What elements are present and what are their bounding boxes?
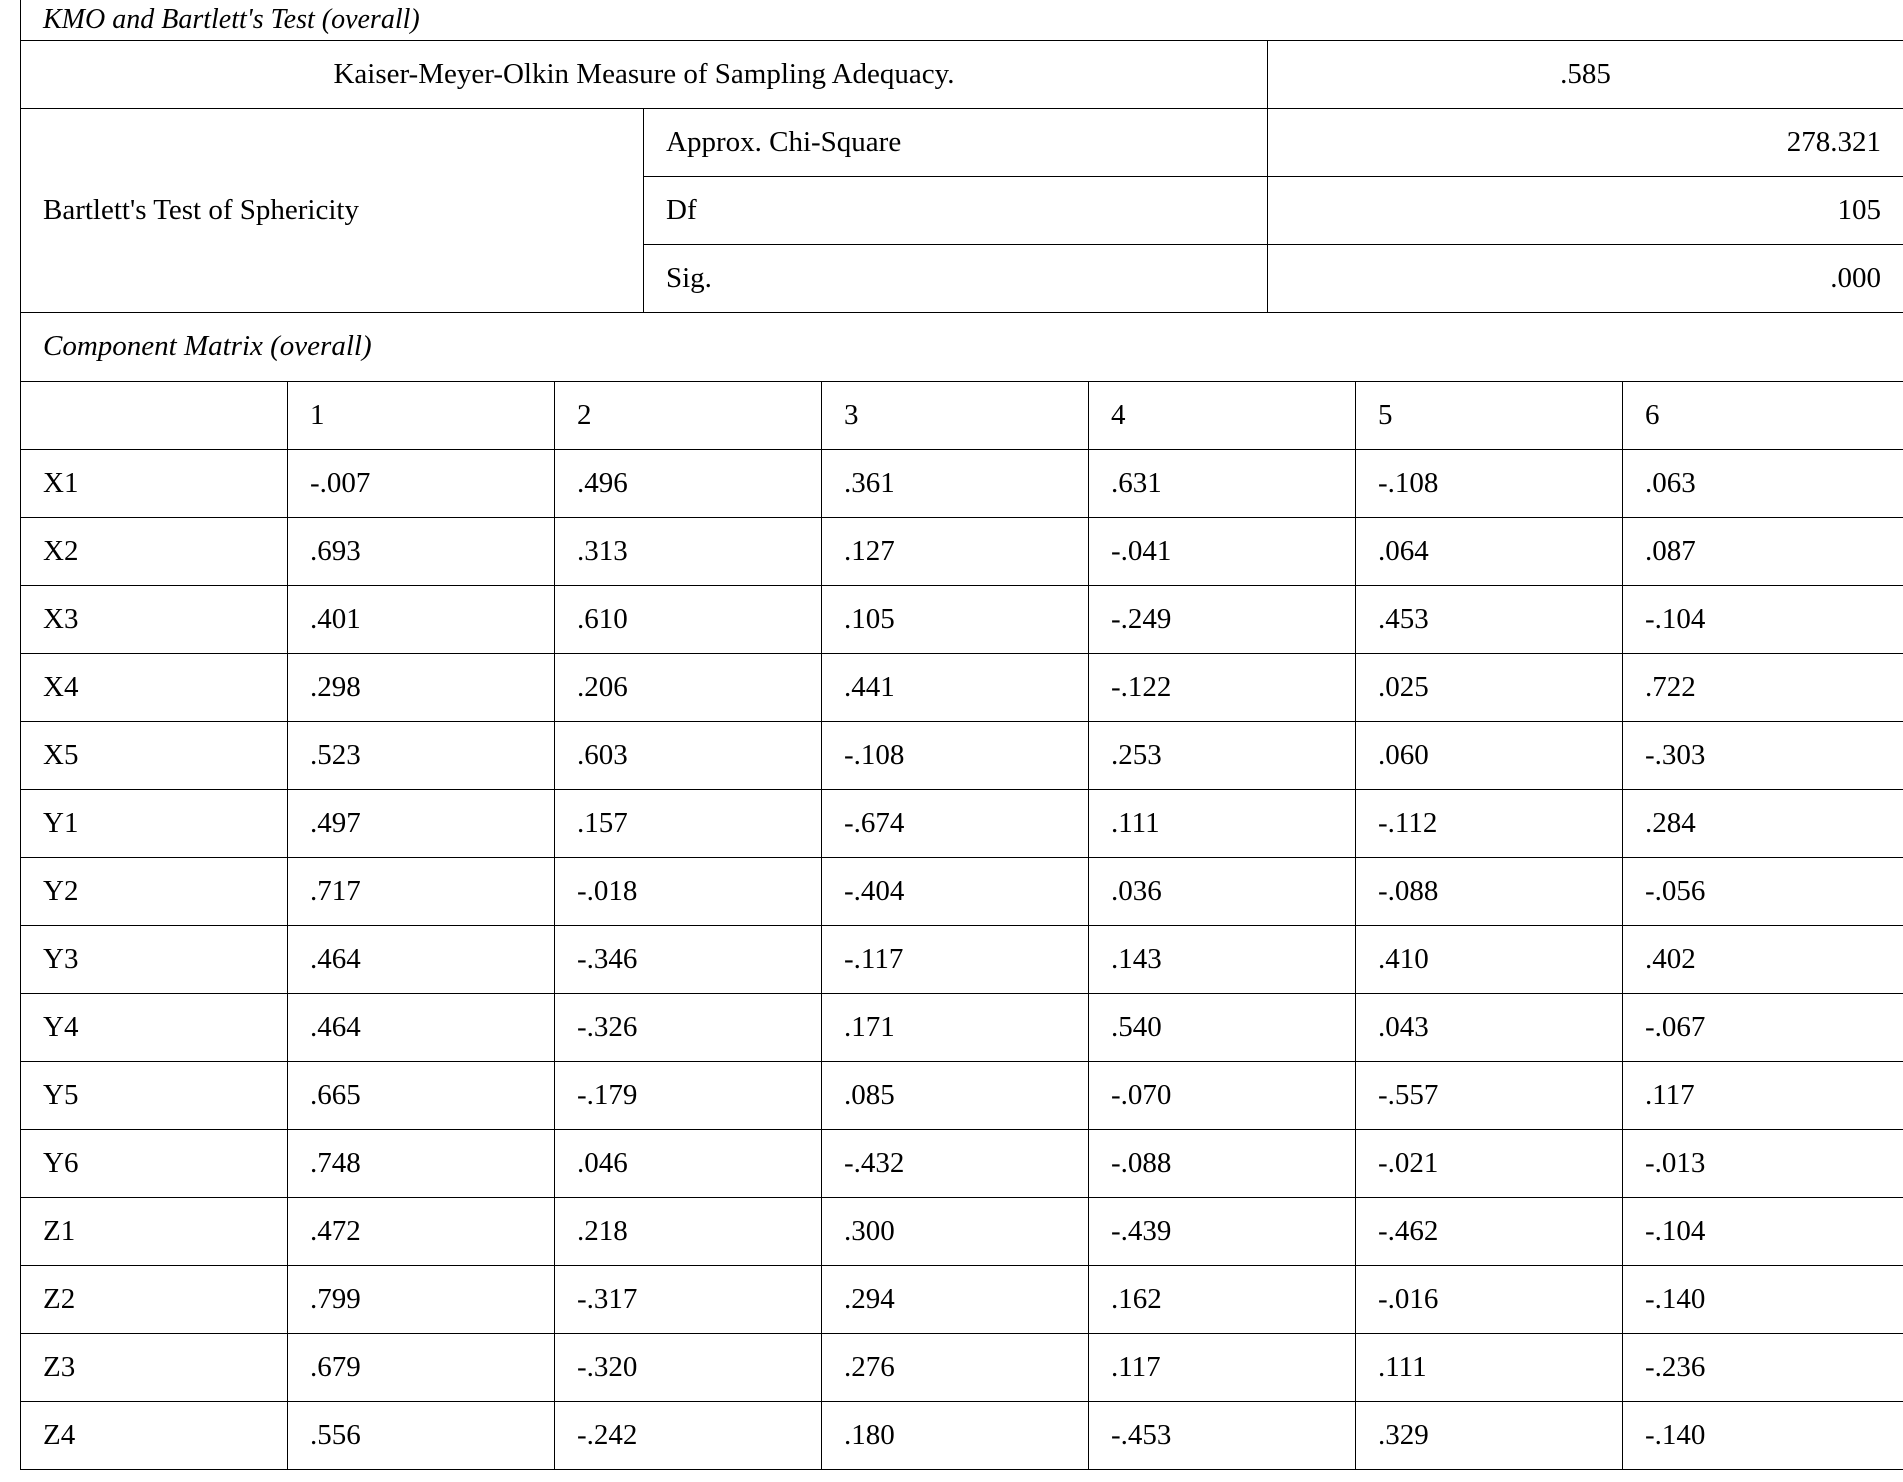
loading-cell: .162 [1089,1265,1356,1333]
loading-cell: -.140 [1623,1265,1903,1333]
loading-cell: -.249 [1089,585,1356,653]
loading-cell: .171 [822,993,1089,1061]
loading-cell: .105 [822,585,1089,653]
loading-cell: -.122 [1089,653,1356,721]
loading-cell: -.108 [822,721,1089,789]
variable-label: X4 [21,653,288,721]
loading-cell: -.088 [1089,1129,1356,1197]
table-row [21,1401,1903,1469]
loading-cell: .497 [288,789,555,857]
variable-label: Z2 [21,1265,288,1333]
variable-label: Z4 [21,1401,288,1469]
loading-cell: .540 [1089,993,1356,1061]
column-header: 5 [1356,381,1623,449]
loading-cell: .294 [822,1265,1089,1333]
loading-cell: -.016 [1356,1265,1623,1333]
document-sheet [20,0,1903,1470]
loading-cell: .300 [822,1197,1089,1265]
table-row [21,1265,1903,1333]
loading-cell: .313 [555,517,822,585]
loading-cell: -.236 [1623,1333,1903,1401]
loading-cell: .087 [1623,517,1903,585]
loading-cell: .603 [555,721,822,789]
loading-cell: .063 [1623,449,1903,517]
loading-cell: -.557 [1356,1061,1623,1129]
loading-cell: .523 [288,721,555,789]
table-row [21,517,1903,585]
loading-cell: -.462 [1356,1197,1623,1265]
kmo-caption: KMO and Bartlett's Test (overall) [21,0,1903,41]
loading-cell: -.320 [555,1333,822,1401]
variable-label: Y4 [21,993,288,1061]
loading-cell: -.056 [1623,857,1903,925]
loading-cell: .127 [822,517,1089,585]
loading-cell: -.041 [1089,517,1356,585]
loading-cell: .441 [822,653,1089,721]
loading-cell: .036 [1089,857,1356,925]
loading-cell: .410 [1356,925,1623,993]
bartlett-stat-label: Approx. Chi-Square [644,109,1268,177]
column-header: 6 [1623,381,1903,449]
table-row [21,585,1903,653]
variable-label: X3 [21,585,288,653]
loading-cell: .717 [288,857,555,925]
loading-cell: .111 [1089,789,1356,857]
table-row [21,1197,1903,1265]
table-row [21,449,1903,517]
loading-cell: .253 [1089,721,1356,789]
loading-cell: .631 [1089,449,1356,517]
table-row [21,925,1903,993]
variable-label: X5 [21,721,288,789]
table-row [21,789,1903,857]
component-matrix-table [20,312,1903,1470]
loading-cell: .111 [1356,1333,1623,1401]
loading-cell: -.013 [1623,1129,1903,1197]
variable-label: Y2 [21,857,288,925]
loading-cell: .722 [1623,653,1903,721]
variable-label: X2 [21,517,288,585]
table-row [21,653,1903,721]
loading-cell: .043 [1356,993,1623,1061]
loading-cell: .060 [1356,721,1623,789]
table-row [21,721,1903,789]
bartlett-label: Bartlett's Test of Sphericity [21,109,644,313]
loading-cell: .453 [1356,585,1623,653]
bartlett-stat-value: .000 [1268,245,1903,313]
loading-cell: -.404 [822,857,1089,925]
loading-cell: .085 [822,1061,1089,1129]
variable-label: Y3 [21,925,288,993]
loading-cell: .401 [288,585,555,653]
loading-cell: -.104 [1623,585,1903,653]
loading-cell: .665 [288,1061,555,1129]
loading-cell: .117 [1089,1333,1356,1401]
loading-cell: -.067 [1623,993,1903,1061]
loading-cell: .361 [822,449,1089,517]
loading-cell: -.453 [1089,1401,1356,1469]
loading-cell: .143 [1089,925,1356,993]
column-header: 3 [822,381,1089,449]
loading-cell: .218 [555,1197,822,1265]
variable-label: Y5 [21,1061,288,1129]
variable-label: Z1 [21,1197,288,1265]
kmo-label: Kaiser-Meyer-Olkin Measure of Sampling Adequacy. [21,41,1268,109]
table-row [21,1129,1903,1197]
loading-cell: -.007 [288,449,555,517]
matrix-header-row [21,381,1903,449]
loading-cell: .464 [288,993,555,1061]
loading-cell: .298 [288,653,555,721]
kmo-caption-row [21,0,1903,41]
loading-cell: -.117 [822,925,1089,993]
variable-label: Z3 [21,1333,288,1401]
kmo-row [21,41,1903,109]
loading-cell: .610 [555,585,822,653]
loading-cell: .496 [555,449,822,517]
bartlett-stat-value: 278.321 [1268,109,1903,177]
loading-cell: -.346 [555,925,822,993]
loading-cell: .064 [1356,517,1623,585]
loading-cell: -.674 [822,789,1089,857]
loading-cell: -.104 [1623,1197,1903,1265]
loading-cell: -.108 [1356,449,1623,517]
column-header: 1 [288,381,555,449]
variable-label: Y6 [21,1129,288,1197]
loading-cell: .180 [822,1401,1089,1469]
loading-cell: .402 [1623,925,1903,993]
matrix-caption-row [21,312,1903,381]
loading-cell: -.112 [1356,789,1623,857]
table-row [21,1333,1903,1401]
loading-cell: .046 [555,1129,822,1197]
loading-cell: .329 [1356,1401,1623,1469]
loading-cell: .472 [288,1197,555,1265]
loading-cell: -.432 [822,1129,1089,1197]
loading-cell: -.021 [1356,1129,1623,1197]
table-row [21,993,1903,1061]
loading-cell: -.179 [555,1061,822,1129]
column-header: 4 [1089,381,1356,449]
loading-cell: .206 [555,653,822,721]
column-header: 2 [555,381,822,449]
table-row [21,857,1903,925]
loading-cell: -.242 [555,1401,822,1469]
loading-cell: .693 [288,517,555,585]
column-header [21,381,288,449]
loading-cell: -.140 [1623,1401,1903,1469]
loading-cell: .799 [288,1265,555,1333]
variable-label: X1 [21,449,288,517]
kmo-bartlett-table [20,0,1903,313]
loading-cell: .748 [288,1129,555,1197]
bartlett-stat-label: Sig. [644,245,1268,313]
loading-cell: -.088 [1356,857,1623,925]
table-row [21,1061,1903,1129]
loading-cell: .556 [288,1401,555,1469]
variable-label: Y1 [21,789,288,857]
loading-cell: -.303 [1623,721,1903,789]
loading-cell: -.326 [555,993,822,1061]
loading-cell: .276 [822,1333,1089,1401]
bartlett-row-chi [21,109,1903,177]
kmo-value: .585 [1268,41,1903,109]
loading-cell: .117 [1623,1061,1903,1129]
loading-cell: -.439 [1089,1197,1356,1265]
loading-cell: -.317 [555,1265,822,1333]
bartlett-stat-value: 105 [1268,177,1903,245]
loading-cell: .025 [1356,653,1623,721]
loading-cell: .284 [1623,789,1903,857]
loading-cell: .157 [555,789,822,857]
loading-cell: -.070 [1089,1061,1356,1129]
loading-cell: -.018 [555,857,822,925]
matrix-body [21,449,1903,1469]
loading-cell: .679 [288,1333,555,1401]
bartlett-stat-label: Df [644,177,1268,245]
loading-cell: .464 [288,925,555,993]
matrix-caption: Component Matrix (overall) [21,312,1903,381]
